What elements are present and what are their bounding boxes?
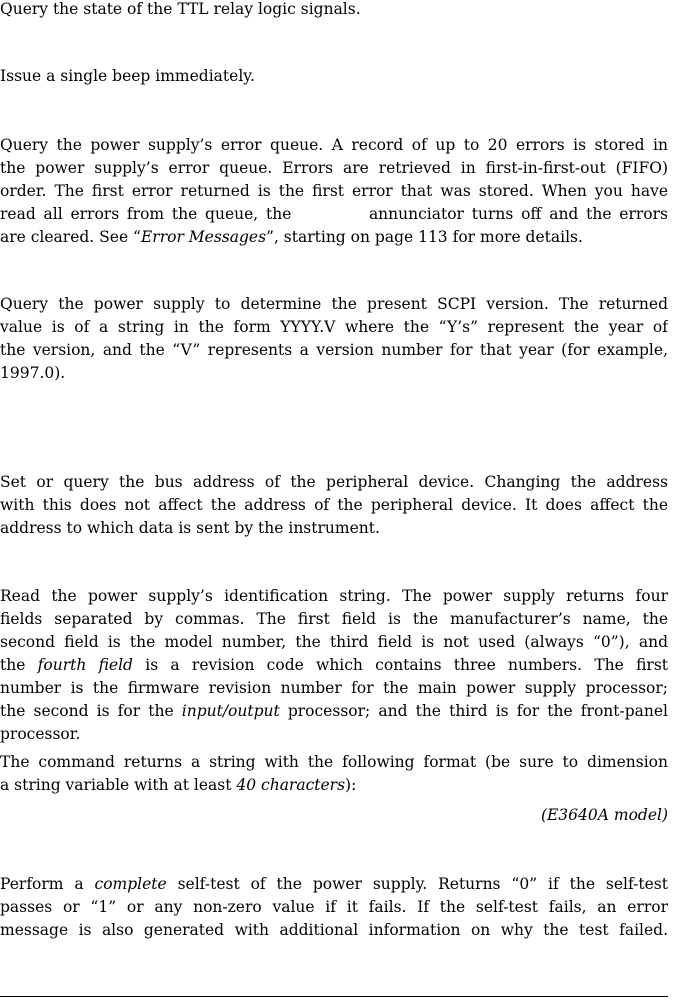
text-run: the second is for the	[0, 702, 182, 720]
text-line: passes or “1” or any non-zero value if it fails. If the self-test fails, an error	[0, 898, 668, 916]
ttl-relay-query-description: Query the state of the TTL relay logic signals.	[0, 0, 361, 18]
emphasis-fourth-field: fourth field	[37, 656, 133, 674]
emphasis-40-characters: 40 characters	[236, 776, 346, 794]
text-line	[0, 203, 668, 226]
text-line: with this does not affect the address of the peripheral device. It does affect the	[0, 496, 668, 514]
text-line: Set or query the bus address of the peripheral device. Changing the address	[0, 473, 668, 491]
text-line: address to which data is sent by the instrument.	[0, 519, 380, 537]
text-line: order. The first error returned is the first error that was stored. When you have	[0, 182, 668, 200]
text-run: ”, starting on page 113 for more details.	[266, 228, 583, 246]
text-line: processor.	[0, 725, 81, 743]
text-line: message is also generated with additional information on why the test failed.	[0, 921, 668, 939]
text-line: 1997.0).	[0, 364, 66, 382]
text-run: read all errors from the queue, the	[0, 205, 292, 223]
text-line: Query the power supply’s error queue. A record of up to 20 errors is stored in	[0, 136, 668, 154]
text-run: a string variable with at least	[0, 776, 237, 794]
text-run: ):	[345, 776, 357, 794]
text-line	[0, 226, 668, 249]
text-run: the	[0, 656, 38, 674]
model-label	[0, 804, 668, 827]
text-line: the version, and the “V” represents a version number for that year (for example,	[0, 341, 668, 359]
text-line: the power supply’s error queue. Errors are retrieved in first-in-first-out (FIFO)	[0, 159, 668, 177]
text-line: The command returns a string with the following format (be sure to dimension	[0, 753, 668, 771]
text-line	[0, 654, 668, 677]
page-footer-rule	[0, 996, 668, 997]
text-line: number is the firmware revision number for the main power supply processor;	[0, 679, 668, 697]
error-messages-reference: Error Messages	[140, 228, 267, 246]
text-line: Read the power supply’s identification string. The power supply returns four	[0, 587, 668, 605]
text-run: self-test of the power supply. Returns “0” if the self-test	[166, 875, 668, 893]
text-line	[0, 873, 668, 896]
text-run: Perform a	[0, 875, 95, 893]
text-run: is a revision code which contains three numbers. The first	[132, 656, 668, 674]
text-run: are cleared. See “	[0, 228, 141, 246]
text-line: second field is the model number, the third field is not used (always “0”), and	[0, 633, 668, 651]
text-line	[0, 700, 668, 723]
text-line	[0, 774, 668, 797]
text-run: processor; and the third is for the front-panel	[279, 702, 668, 720]
emphasis-complete: complete	[94, 875, 167, 893]
text-line: Query the power supply to determine the present SCPI version. The returned	[0, 295, 668, 313]
model-label-text: (E3640A model)	[540, 806, 668, 824]
text-run: annunciator turns off and the errors	[368, 205, 668, 223]
text-line: value is of a string in the form YYYY.V where the “Y’s” represent the year of	[0, 318, 668, 336]
beep-description: Issue a single beep immediately.	[0, 67, 255, 85]
text-line: fields separated by commas. The first field is the manufacturer’s name, the	[0, 610, 668, 628]
emphasis-input-output: input/output	[181, 702, 280, 720]
